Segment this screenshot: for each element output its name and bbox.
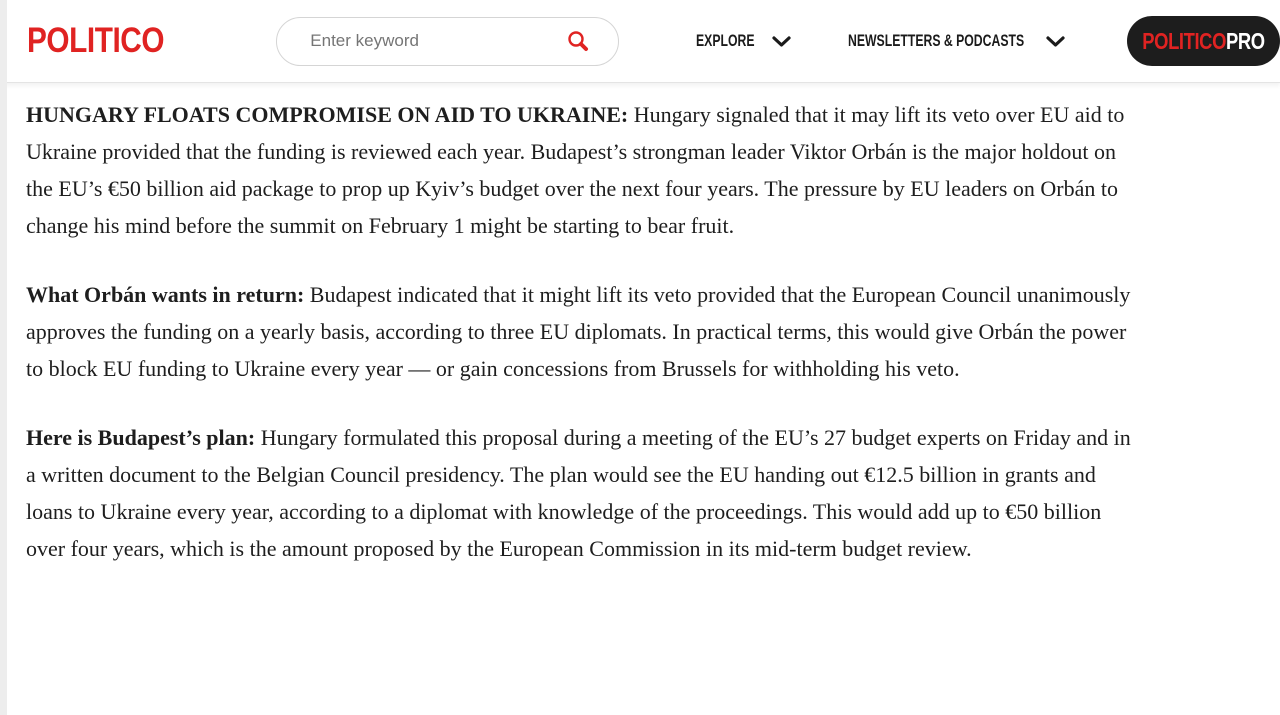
politico-logo[interactable]: POLITICO xyxy=(27,21,165,60)
chevron-down-icon xyxy=(1046,36,1065,47)
site-header xyxy=(0,0,1280,83)
article-content xyxy=(26,83,1139,567)
paragraph-body: Hungary signaled that it may lift its veto over EU aid to Ukraine provided that the funding is reviewed each year. Budapest’s strongman leader Viktor Orbán is the major holdout on the EU’s €50 billion aid package to prop up Kyiv’s budget over the next four years. The pressure by EU leaders on Orbán to change his mind before the summit on February 1 might be starting to bear fruit. xyxy=(26,102,1125,238)
chevron-down-icon xyxy=(772,36,791,47)
paragraph-body: Budapest indicated that it might lift its veto provided that the European Council unanimously approves the funding on a yearly basis, according to three EU diplomats. In practical terms, this would give Orbán the power to block EU funding to Ukraine every year — or gain concessions from Brussels for withholding his veto. xyxy=(26,282,1131,381)
window-edge-strip xyxy=(0,0,7,715)
nav-item-label: EXPLORE xyxy=(696,31,755,50)
search-icon xyxy=(566,29,590,53)
politico-pro-button[interactable] xyxy=(1127,16,1280,66)
paragraph-lead: HUNGARY FLOATS COMPROMISE ON AID TO UKRAINE: xyxy=(26,102,629,127)
paragraph-lead: Here is Budapest’s plan: xyxy=(26,425,256,450)
paragraph-what-orban-wants xyxy=(26,276,1139,387)
nav-item-explore[interactable] xyxy=(696,31,791,51)
paragraph-body: Hungary formulated this proposal during a meeting of the EU’s 27 budget experts on Friday and in a written document to the Belgian Council presidency. The plan would see the EU handing out €12.5 billion in grants and loans to Ukraine every year, according to a diplomat with knowledge of the proceedings. This would add up to €50 billion over four years, which is the amount proposed by the European Commission in its mid-term budget review. xyxy=(26,425,1131,561)
politico-pro-label: POLITICOPRO xyxy=(1142,27,1265,54)
nav-item-newsletters-podcasts[interactable] xyxy=(848,31,1065,51)
search-input[interactable] xyxy=(277,31,566,51)
search-button[interactable] xyxy=(566,18,618,65)
paragraph-hungary-floats-compromise xyxy=(26,96,1139,244)
paragraph-budapests-plan xyxy=(26,419,1139,567)
nav-item-label: NEWSLETTERS & PODCASTS xyxy=(848,31,1025,50)
search-box[interactable] xyxy=(276,17,619,66)
paragraph-lead: What Orbán wants in return: xyxy=(26,282,305,307)
